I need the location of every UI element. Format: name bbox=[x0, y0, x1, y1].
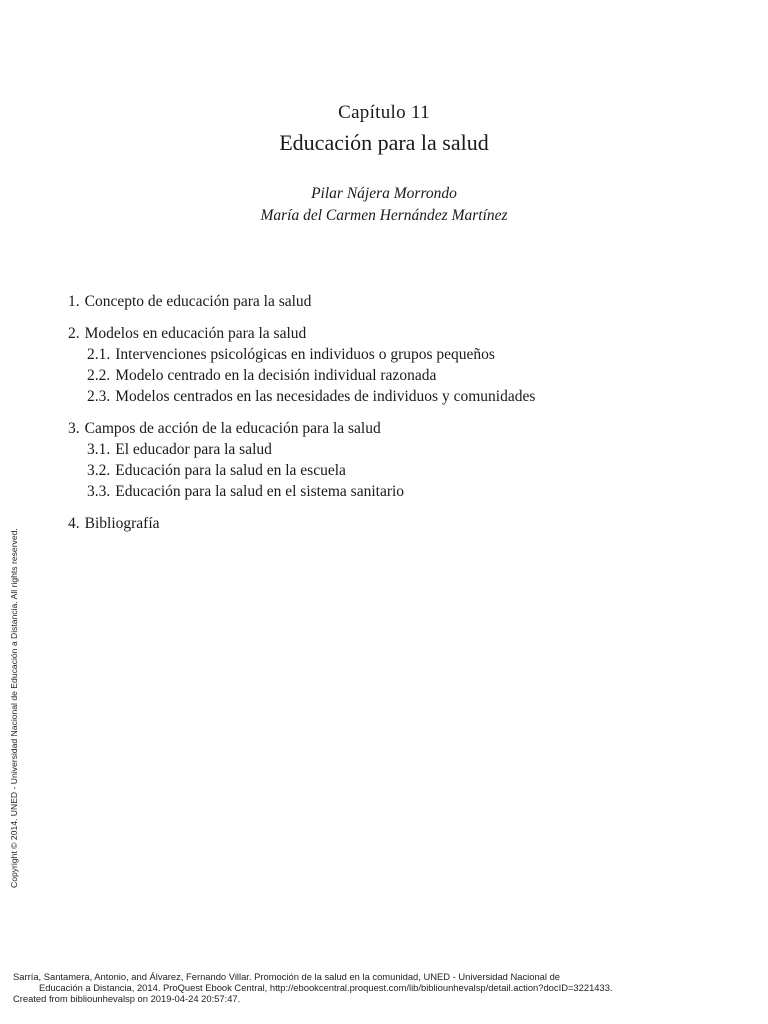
toc-subitem bbox=[68, 439, 708, 460]
toc-number: 2. bbox=[68, 325, 80, 342]
toc-number: 3.2. bbox=[87, 462, 111, 479]
toc-subitem bbox=[68, 481, 708, 502]
toc-title: Concepto de educación para la salud bbox=[84, 293, 312, 310]
toc-item bbox=[68, 323, 708, 344]
toc-section bbox=[68, 513, 708, 534]
toc-subitem bbox=[68, 365, 708, 386]
toc-number: 2.2. bbox=[87, 367, 111, 384]
toc-item bbox=[68, 513, 708, 534]
citation-line: Educación a Distancia, 2014. ProQuest Ebook Central, http://ebookcentral.proquest.com/lib/bibliounhevalsp/detail.action?docID=3221433. bbox=[39, 982, 613, 993]
toc-title: Campos de acción de la educación para la salud bbox=[84, 420, 381, 437]
toc-subitem bbox=[68, 386, 708, 407]
toc-title: El educador para la salud bbox=[115, 441, 272, 458]
chapter-title: Educación para la salud bbox=[279, 130, 489, 155]
toc-title: Bibliografía bbox=[84, 515, 160, 532]
toc-item bbox=[68, 418, 708, 439]
citation-line: Sarría, Santamera, Antonio, and Álvarez, Fernando Villar. Promoción de la salud en la comunidad, UNED - Universidad Nacional de bbox=[13, 971, 560, 982]
toc-item bbox=[68, 291, 708, 312]
author-name: María del Carmen Hernández Martínez bbox=[260, 207, 508, 224]
toc-number: 3.3. bbox=[87, 483, 111, 500]
toc-title: Educación para la salud en el sistema sanitario bbox=[115, 483, 405, 500]
toc-section bbox=[68, 418, 708, 502]
chapter-label: Capítulo 11 bbox=[338, 102, 430, 123]
toc-subitem bbox=[68, 344, 708, 365]
toc-title: Intervenciones psicológicas en individuos o grupos pequeños bbox=[115, 346, 495, 363]
toc-title: Educación para la salud en la escuela bbox=[115, 462, 346, 479]
table-of-contents bbox=[68, 291, 708, 545]
toc-section bbox=[68, 291, 708, 312]
toc-section bbox=[68, 323, 708, 407]
toc-number: 3. bbox=[68, 420, 80, 437]
toc-number: 1. bbox=[68, 293, 80, 310]
toc-number: 4. bbox=[68, 515, 80, 532]
citation-line: Created from bibliounhevalsp on 2019-04-24 20:57:47. bbox=[13, 993, 241, 1004]
toc-subitem bbox=[68, 460, 708, 481]
footer-citation bbox=[13, 971, 753, 1004]
toc-title: Modelo centrado en la decisión individual razonada bbox=[115, 367, 437, 384]
toc-title: Modelos centrados en las necesidades de individuos y comunidades bbox=[115, 388, 536, 405]
toc-title: Modelos en educación para la salud bbox=[84, 325, 307, 342]
side-copyright-notice: Copyright © 2014. UNED - Universidad Nacional de Educación a Distancia. All rights reserved. bbox=[9, 528, 19, 888]
toc-number: 2.1. bbox=[87, 346, 111, 363]
toc-number: 2.3. bbox=[87, 388, 111, 405]
toc-number: 3.1. bbox=[87, 441, 111, 458]
author-name: Pilar Nájera Morrondo bbox=[311, 185, 457, 202]
